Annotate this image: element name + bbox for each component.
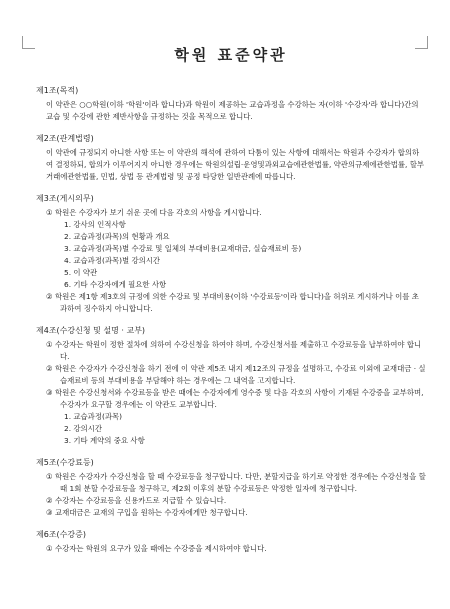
article-heading: 제2조(관계법령) xyxy=(36,134,94,143)
clause-text: 학원은 수강신청서와 수강료등을 받은 때에는 수강자에게 영수증 및 다음 각호의 사항이 기재된 수강증을 교부하며, 수강자가 요구할 경우에는 이 약관도 교부합니다. xyxy=(55,388,424,409)
clause-mark: ② xyxy=(46,364,53,373)
clause-text: 수강자는 학원의 요구가 있을 때에는 수강증을 제시하여야 합니다. xyxy=(55,544,267,553)
clause-text: 학원은 수강자가 수강신청을 하기 전에 이 약관 제5조 내지 제12조의 규정을 설명하고, 수강료 이외에 교재대금 · 실습재료비 등의 부대비용을 부담해야 하는 경우에는 그 내역을 고지합니다. xyxy=(55,364,426,385)
clause xyxy=(46,507,426,519)
clause-mark: ① xyxy=(46,208,53,217)
list-item: 3. 기타 계약의 중요 사항 xyxy=(64,436,145,445)
article-2 xyxy=(36,133,426,183)
article-heading: 제1조(목적) xyxy=(36,86,79,95)
clause-text: 학원은 수강자가 보기 쉬운 곳에 다음 각호의 사항을 게시합니다. xyxy=(55,208,262,217)
list-item: 3. 교습과정(과목)별 수강료 및 일체의 부대비용(교재대금, 실습재료비 등) xyxy=(64,244,302,253)
list-item: 2. 교습과정(과목)의 현황과 개요 xyxy=(64,232,170,241)
article-heading: 제5조(수강료등) xyxy=(36,458,94,467)
article-5 xyxy=(36,457,426,519)
clause-mark: ③ xyxy=(46,508,53,517)
list-item: 1. 강사의 인적사항 xyxy=(64,220,126,229)
list-item: 5. 이 약관 xyxy=(64,268,98,277)
article-4 xyxy=(36,325,426,447)
article-1 xyxy=(36,85,426,123)
clause xyxy=(46,207,426,219)
clause xyxy=(46,363,426,387)
clause-mark: ① xyxy=(46,544,53,553)
list-item: 2. 강의시간 xyxy=(64,424,102,433)
article-heading: 제3조(게시의무) xyxy=(36,194,94,203)
clause-mark: ③ xyxy=(46,388,53,397)
clause-mark: ② xyxy=(46,292,53,301)
article-paragraph: 이 약관에 규정되지 아니한 사항 또는 이 약관의 해석에 관하여 다툼이 있는 사항에 대해서는 학원과 수강자가 합의하여 결정하되, 합의가 이루어지지 아니한 경우에는 학원의설립·운영및과외교습에관한법률, 약관의규제에관한법률, 할부거래에관한법률, 민법, 상법 등 관계법령 및 공정 타당한 일반관례에 따릅니다. xyxy=(46,148,425,181)
clause xyxy=(46,543,426,555)
document-body xyxy=(36,44,426,565)
clause-text: 수강자는 학원이 정한 절차에 의하여 수강신청을 하여야 하며, 수강신청서를 제출하고 수강료등을 납부하여야 합니다. xyxy=(55,340,422,361)
clause-text: 학원은 수강자가 수강신청을 할 때 수강료등을 청구합니다. 다만, 분할지급을 하기로 약정한 경우에는 수강신청을 할 때 1회 분할 수강료등을 청구하고, 제2회 이후의 분할 수강료등은 약정한 일자에 청구합니다. xyxy=(55,472,426,493)
article-6 xyxy=(36,529,426,555)
clause xyxy=(46,387,426,411)
article-heading: 제6조(수강증) xyxy=(36,530,86,539)
clause-text: 학원은 제1항 제3호의 규정에 의한 수강료 및 부대비용(이하 '수강료등'이라 합니다)을 허위로 게시하거나 이를 초과하여 징수하지 아니합니다. xyxy=(55,292,419,313)
clause-mark: ② xyxy=(46,496,53,505)
article-3 xyxy=(36,193,426,315)
clause xyxy=(46,339,426,363)
clause xyxy=(46,495,426,507)
clause-text: 교재대금은 교재의 구입을 원하는 수강자에게만 청구합니다. xyxy=(55,508,248,517)
list-item: 1. 교습과정(과목) xyxy=(64,412,123,421)
article-paragraph: 이 약관은 ○○학원(이하 '학원'이라 합니다)과 학원이 제공하는 교습과정을 수강하는 자(이하 '수강자'라 합니다)간의 교습 및 수강에 관한 제반사항을 규정하는 것을 목적으로 합니다. xyxy=(46,100,419,121)
crop-mark-top-left xyxy=(22,36,35,49)
clause xyxy=(46,291,426,315)
article-heading: 제4조(수강신청 및 설명 · 교부) xyxy=(36,326,146,335)
list-item: 6. 기타 수강자에게 필요한 사항 xyxy=(64,280,167,289)
clause-mark: ① xyxy=(46,472,53,481)
clause xyxy=(46,471,426,495)
clause-text: 수강자는 수강료등을 신용카드로 지급할 수 있습니다. xyxy=(55,496,227,505)
clause-mark: ① xyxy=(46,340,53,349)
list-item: 4. 교습과정(과목)별 강의시간 xyxy=(64,256,161,265)
page-title: 학원 표준약관 xyxy=(174,46,288,64)
